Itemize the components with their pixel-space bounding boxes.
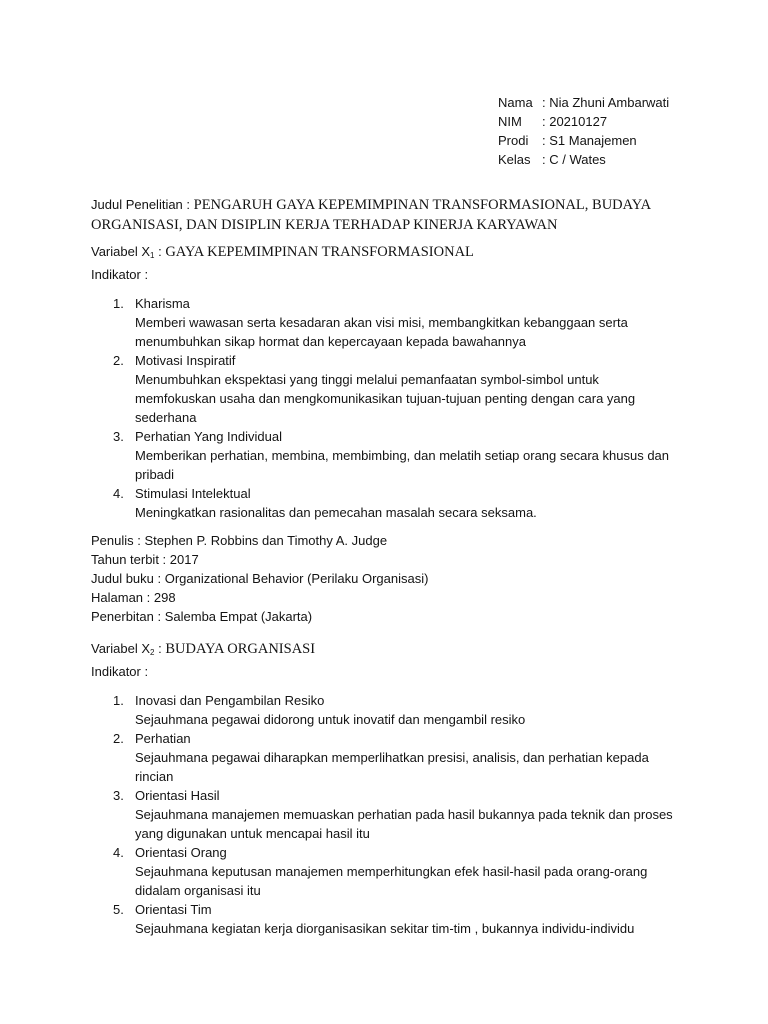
list-item: [91, 691, 691, 729]
item-title: Orientasi Tim: [135, 902, 212, 917]
research-title-text: PENGARUH GAYA KEPEMIMPINAN TRANSFORMASIONAL, BUDAYA ORGANISASI, DAN DISIPLIN KERJA TERHADAP KINERJA KARYAWAN: [91, 197, 651, 233]
item-title: Stimulasi Intelektual: [135, 486, 251, 501]
variable-label: Variabel X: [91, 641, 151, 656]
item-description: Sejauhmana kegiatan kerja diorganisasikan sekitar tim-tim , bukannya individu-individu: [135, 921, 635, 936]
variable-label: Variabel X: [91, 244, 151, 259]
info-row-kelas: [498, 150, 669, 169]
variable-1-heading: [91, 242, 691, 265]
item-description: Sejauhmana pegawai diharapkan memperlihatkan presisi, analisis, dan perhatian kepada rincian: [135, 750, 649, 784]
research-title-label: Judul Penelitian :: [91, 197, 191, 212]
item-title: Orientasi Hasil: [135, 788, 220, 803]
indikator-label: Indikator :: [91, 664, 149, 679]
variable-subscript: 1: [150, 251, 155, 260]
item-number: 3.: [113, 788, 124, 803]
info-row-nama: [498, 93, 669, 112]
item-description: Sejauhmana manajemen memuaskan perhatian pada hasil bukannya pada teknik dan proses yang digunakan untuk mencapai hasil itu: [135, 807, 673, 841]
item-number: 4.: [113, 486, 124, 501]
indikator-label: Indikator :: [91, 267, 149, 282]
item-title: Orientasi Orang: [135, 845, 227, 860]
info-label: Nama: [498, 95, 533, 110]
item-description: Sejauhmana keputusan manajemen memperhitungkan efek hasil-hasil pada orang-orang didalam organisasi itu: [135, 864, 648, 898]
book-reference: [91, 531, 691, 626]
item-title: Perhatian Yang Individual: [135, 429, 282, 444]
variable-2-section: [91, 639, 691, 938]
reference-publisher: Penerbitan : Salemba Empat (Jakarta): [91, 609, 313, 624]
list-item: [91, 484, 691, 522]
info-value: : 20210127: [542, 114, 608, 129]
item-number: 1.: [113, 296, 124, 311]
info-value: : C / Wates: [542, 152, 606, 167]
item-description: Sejauhmana pegawai didorong untuk inovatif dan mengambil resiko: [135, 712, 526, 727]
info-label: Prodi: [498, 133, 529, 148]
list-item: [91, 351, 691, 427]
item-number: 4.: [113, 845, 124, 860]
item-description: Meningkatkan rasionalitas dan pemecahan masalah secara seksama.: [135, 505, 537, 520]
variable-subscript: 2: [150, 648, 155, 657]
variable-1-section: [91, 242, 691, 626]
indicator-list: [91, 294, 691, 522]
item-description: Memberi wawasan serta kesadaran akan visi misi, membangkitkan kebanggaan serta menumbuhkan sikap hormat dan kepercayaan kepada bawahannya: [135, 315, 628, 349]
variable-name: GAYA KEPEMIMPINAN TRANSFORMASIONAL: [165, 244, 474, 260]
info-value: : S1 Manajemen: [542, 133, 637, 148]
item-number: 2.: [113, 353, 124, 368]
info-label: Kelas: [498, 152, 531, 167]
student-info: [498, 93, 669, 169]
item-description: Memberikan perhatian, membina, membimbing, dan melatih setiap orang secara khusus dan pribadi: [135, 448, 670, 482]
item-title: Kharisma: [135, 296, 190, 311]
item-title: Perhatian: [135, 731, 191, 746]
variable-2-heading: [91, 639, 691, 662]
info-label: NIM: [498, 114, 522, 129]
list-item: [91, 900, 691, 938]
item-description: Menumbuhkan ekspektasi yang tinggi melalui pemanfaatan symbol-simbol untuk memfokuskan usaha dan mengkomunikasikan tujuan-tujuan penting dengan cara yang sederhana: [135, 372, 636, 425]
item-number: 5.: [113, 902, 124, 917]
reference-author: Penulis : Stephen P. Robbins dan Timothy A. Judge: [91, 533, 388, 548]
list-item: [91, 843, 691, 900]
item-title: Motivasi Inspiratif: [135, 353, 236, 368]
list-item: [91, 427, 691, 484]
research-title: [91, 195, 691, 235]
reference-book-title: Judul buku : Organizational Behavior (Perilaku Organisasi): [91, 571, 429, 586]
list-item: [91, 786, 691, 843]
variable-label-colon: :: [154, 641, 162, 656]
indicator-list: [91, 691, 691, 938]
variable-name: BUDAYA ORGANISASI: [165, 641, 316, 657]
reference-page: Halaman : 298: [91, 590, 176, 605]
variable-label-colon: :: [154, 244, 162, 259]
info-value: : Nia Zhuni Ambarwati: [542, 95, 670, 110]
item-number: 2.: [113, 731, 124, 746]
item-title: Inovasi dan Pengambilan Resiko: [135, 693, 325, 708]
info-row-nim: [498, 112, 669, 131]
reference-year: Tahun terbit : 2017: [91, 552, 199, 567]
item-number: 3.: [113, 429, 124, 444]
list-item: [91, 729, 691, 786]
info-row-prodi: [498, 131, 669, 150]
item-number: 1.: [113, 693, 124, 708]
list-item: [91, 294, 691, 351]
